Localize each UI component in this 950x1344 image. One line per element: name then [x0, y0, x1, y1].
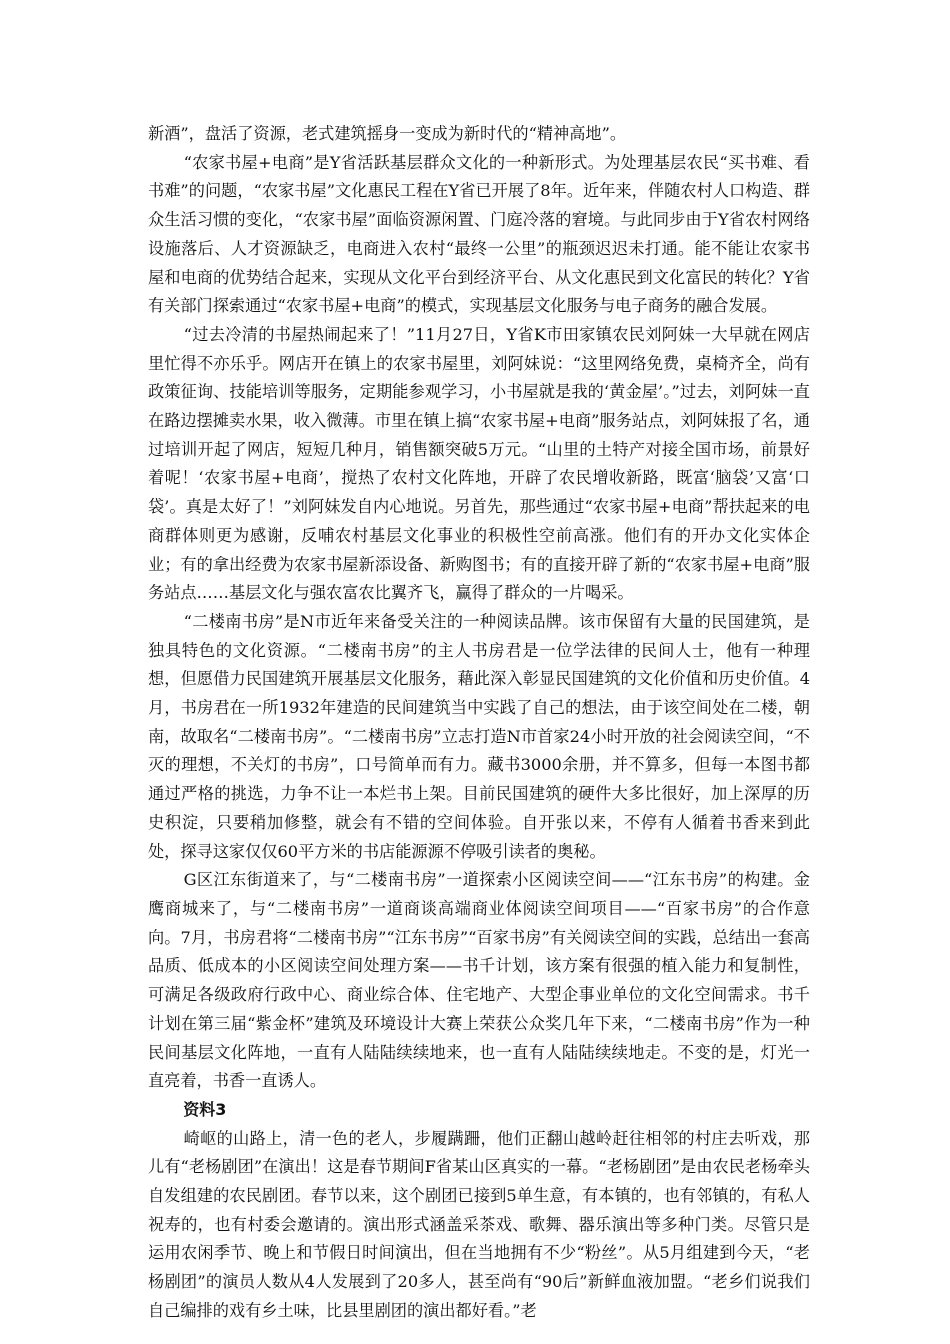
paragraph-second-floor-south-study: “二楼南书房”是N市近年来备受关注的一种阅读品牌。该市保留有大量的民国建筑，是独具特色的文化资源。“二楼南书房”的主人书房君是一位学法律的民间人士，他有一种理想，但愿借力民国建筑开展基层文化服务，藉此深入彰显民国建筑的文化价值和历史价值。4月，书房君在一所1932年建造的民间建筑当中实践了自己的想法，由于该空间处在二楼，朝南，故取名“二楼南书房”。“二楼南书房”立志打造N市首家24小时开放的社会阅读空间，“不灭的理想，不关灯的书房”，口号简单而有力。藏书3000余册，并不算多，但每一本图书都通过严格的挑选，力争不让一本烂书上架。目前民国建筑的硬件大多比很好，加上深厚的历史积淀，只要稍加修整，就会有不错的空间体验。自开张以来，不停有人循着书香来到此处，探寻这家仅仅60平方米的书店能源源不停吸引读者的奥秘。	[148, 611, 810, 861]
paragraph-farm-bookstore-ecommerce: “农家书屋+电商”是Y省活跃基层群众文化的一种新形式。为处理基层农民“买书难、看书难”的问题，“农家书屋”文化惠民工程在Y省已开展了8年。近年来，伴随农村人口构造、群众生活习惯的变化，“农家书屋”面临资源闲置、门庭冷落的窘境。与此同步由于Y省农村网络设施落后、人才资源缺乏，电商进入农村“最终一公里”的瓶颈迟迟未打通。能不能让农家书屋和电商的优势结合起来，实现从文化平台到经济平台、从文化惠民到文化富民的转化？Y省有关部门探索通过“农家书屋+电商”的模式，实现基层文化服务与电子商务的融合发展。	[148, 152, 810, 316]
document-page	[148, 120, 810, 1326]
paragraph-continuation: 新酒”，盘活了资源，老式建筑摇身一变成为新时代的“精神高地”。	[148, 124, 627, 143]
paragraph-reading-space-plan: G区江东街道来了，与“二楼南书房”一道探索小区阅读空间——“江东书房”的构建。金鹰商城来了，与“二楼南书房”一道商谈高端商业体阅读空间项目——“百家书房”的合作意向。7月，书房君将“二楼南书房”“江东书房”“百家书房”有关阅读空间的实践，总结出一套高品质、低成本的小区阅读空间处理方案——书千计划，该方案有很强的植入能力和复制性，可满足各级政府行政中心、商业综合体、住宅地产、大型企事业单位的文化空间需求。书千计划在第三届“紫金杯”建筑及环境设计大赛上荣获公众奖几年下来，“二楼南书房”作为一种民间基层文化阵地，一直有人陆陆续续地来，也一直有人陆陆续续地走。不变的是，灯光一直亮着，书香一直诱人。	[148, 870, 810, 1091]
section-heading: 资料3	[183, 1099, 227, 1119]
paragraph-liu-amei: “过去冷清的书屋热闹起来了！”11月27日，Y省K市田家镇农民刘阿妹一大早就在网店里忙得不亦乐乎。网店开在镇上的农家书屋里，刘阿妹说：“这里网络免费，桌椅齐全，尚有政策征询、技能培训等服务，定期能参观学习，小书屋就是我的‘黄金屋’。”过去，刘阿妹一直在路边摆摊卖水果，收入微薄。市里在镇上搞“农家书屋+电商”服务站点，刘阿妹报了名，通过培训开起了网店，短短几种月，销售额突破5万元。“山里的土特产对接全国市场，前景好着呢！‘农家书屋+电商’，搅热了农村文化阵地，开辟了农民增收新路，既富‘脑袋’又富‘口袋’。真是太好了！”刘阿妹发自内心地说。另首先，那些通过“农家书屋+电商”帮扶起来的电商群体则更为感谢，反哺农村基层文化事业的积极性空前高涨。他们有的开办文化实体企业；有的拿出经费为农家书屋新添设备、新购图书；有的直接开辟了新的“农家书屋+电商”服务站点……基层文化与强农富农比翼齐飞，赢得了群众的一片喝采。	[148, 324, 810, 603]
paragraph-lao-yang-troupe: 崎岖的山路上，清一色的老人，步履蹒跚，他们正翻山越岭赶往相邻的村庄去听戏，那儿有“老杨剧团”在演出！这是春节期间F省某山区真实的一幕。“老杨剧团”是由农民老杨牵头自发组建的农民剧团。春节以来，这个剧团已接到5单生意，有本镇的，也有邻镇的，有私人祝寿的，也有村委会邀请的。演出形式涵盖采茶戏、歌舞、器乐演出等多种门类。尽管只是运用农闲季节、晚上和节假日时间演出，但在当地拥有不少“粉丝”。从5月组建到今天，“老杨剧团”的演员人数从4人发展到了20多人，甚至尚有“90后”新鲜血液加盟。“老乡们说我们自己编排的戏有乡土味，比县里剧团的演出都好看。”老	[148, 1128, 810, 1320]
